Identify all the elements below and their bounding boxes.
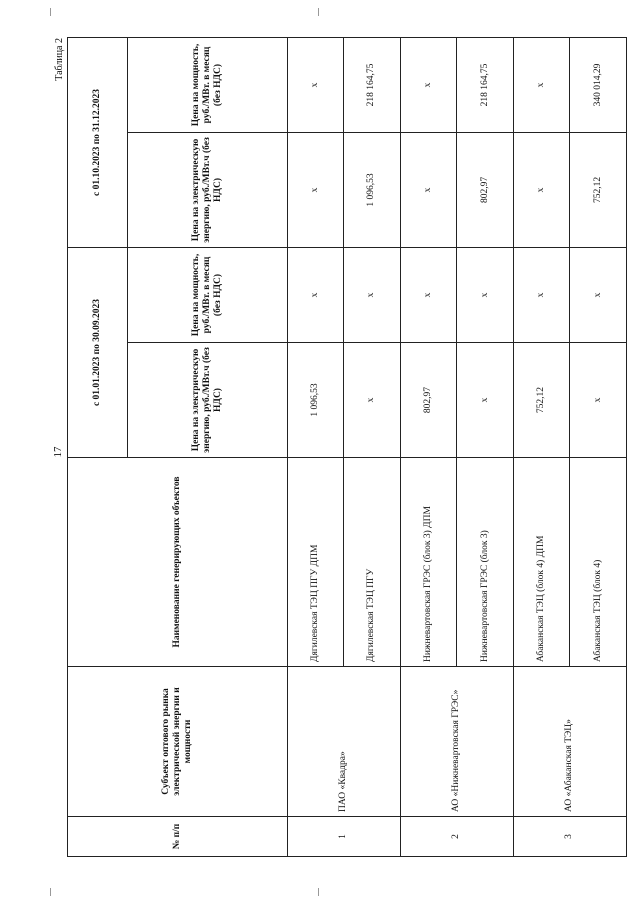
- scan-mark: [50, 888, 51, 896]
- header-energy-price-p2: Цена на электрическую энергию, руб./МВт.ч (без НДС): [127, 132, 287, 247]
- row-object: Нижневартовская ГРЭС (блок 3): [457, 458, 514, 667]
- row-object: Нижневартовская ГРЭС (блок 3) ДПМ: [400, 458, 457, 667]
- row-energy-p1: 802,97: [400, 343, 457, 458]
- table-row: [513, 37, 570, 856]
- row-capacity-p2: 340 014,29: [570, 37, 627, 132]
- row-capacity-p2: х: [400, 37, 457, 132]
- page-number: 17: [52, 446, 64, 458]
- row-capacity-p2: х: [513, 37, 570, 132]
- scan-mark: [50, 8, 51, 16]
- row-object: Абаканская ТЭЦ (блок 4) ДПМ: [513, 458, 570, 667]
- header-object-name: Наименование генерирующих объектов: [68, 458, 288, 667]
- row-object: Абаканская ТЭЦ (блок 4): [570, 458, 627, 667]
- row-energy-p1: х: [570, 343, 627, 458]
- row-energy-p2: 802,97: [457, 132, 514, 247]
- row-capacity-p1: х: [287, 247, 344, 342]
- row-energy-p1: 752,12: [513, 343, 570, 458]
- header-period-1: с 01.01.2023 по 30.09.2023: [68, 247, 128, 457]
- row-capacity-p1: х: [400, 247, 457, 342]
- table-caption: Таблица 2: [54, 38, 65, 81]
- row-capacity-p2: 218 164,75: [344, 37, 401, 132]
- row-energy-p1: х: [344, 343, 401, 458]
- row-capacity-p1: х: [513, 247, 570, 342]
- row-energy-p1: 1 096,53: [287, 343, 344, 458]
- scan-mark: [318, 888, 319, 896]
- header-capacity-price-p1: Цена на мощность, руб./МВт. в месяц (без НДС): [127, 247, 287, 342]
- scan-mark: [318, 8, 319, 16]
- row-subject: АО «Абаканская ТЭЦ»: [513, 667, 626, 817]
- row-energy-p2: х: [400, 132, 457, 247]
- row-energy-p1: х: [457, 343, 514, 458]
- header-capacity-price-p2: Цена на мощность, руб./МВт. в месяц (без НДС): [127, 37, 287, 132]
- price-table: [67, 37, 627, 857]
- row-object: Дягилевская ТЭЦ ПГУ ДПМ: [287, 458, 344, 667]
- row-object: Дягилевская ТЭЦ ПГУ: [344, 458, 401, 667]
- table-row: [287, 37, 344, 856]
- row-capacity-p1: х: [344, 247, 401, 342]
- row-capacity-p1: х: [457, 247, 514, 342]
- row-num: 2: [400, 817, 513, 857]
- header-energy-price-p1: Цена на электрическую энергию, руб./МВт.ч (без НДС): [127, 343, 287, 458]
- row-energy-p2: 1 096,53: [344, 132, 401, 247]
- row-capacity-p2: 218 164,75: [457, 37, 514, 132]
- row-subject: ПАО «Квадра»: [287, 667, 400, 817]
- header-num: № п/п: [68, 817, 288, 857]
- row-energy-p2: х: [287, 132, 344, 247]
- row-capacity-p2: х: [287, 37, 344, 132]
- row-energy-p2: 752,12: [570, 132, 627, 247]
- header-period-2: с 01.10.2023 по 31.12.2023: [68, 37, 128, 247]
- table-row: [400, 37, 457, 856]
- row-num: 3: [513, 817, 626, 857]
- row-energy-p2: х: [513, 132, 570, 247]
- row-subject: АО «Нижневартовская ГРЭС»: [400, 667, 513, 817]
- row-num: 1: [287, 817, 400, 857]
- row-capacity-p1: х: [570, 247, 627, 342]
- header-subject: Субъект оптового рынка электрической энергии и мощности: [68, 667, 288, 817]
